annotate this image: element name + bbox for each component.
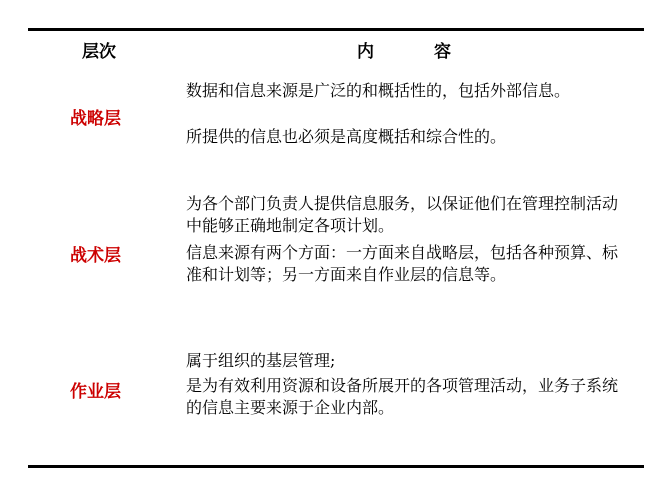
row-tactical-text-2: 信息来源有两个方面：一方面来自战略层，包括各种预算、标准和计划等；另一方面来自作业层的信息等。 — [186, 243, 619, 284]
header-content — [357, 37, 451, 62]
row-operational-text-1: 属于组织的基层管理; — [186, 351, 336, 370]
header-level: 层次 — [82, 42, 116, 62]
row-label-operational: 作业层 — [70, 382, 121, 402]
row-label-tactical: 战术层 — [70, 246, 121, 266]
row-tactical-text-1: 为各个部门负责人提供信息服务，以保证他们在管理控制活动中能够正确地制定各项计划。 — [186, 194, 619, 235]
row-strategic-text-2: 所提供的信息也必须是高度概括和综合性的。 — [186, 127, 507, 146]
header-content-char-1: 内 — [357, 42, 374, 62]
row-label-strategic: 战略层 — [70, 109, 121, 129]
row-operational-text-2: 是为有效利用资源和设备所展开的各项管理活动，业务子系统的信息主要来源于企业内部。 — [186, 376, 619, 417]
header-content-char-2: 容 — [434, 42, 451, 62]
top-rule — [28, 28, 644, 31]
bottom-rule — [28, 465, 644, 468]
row-strategic-text-1: 数据和信息来源是广泛的和概括性的，包括外部信息。 — [186, 81, 571, 100]
